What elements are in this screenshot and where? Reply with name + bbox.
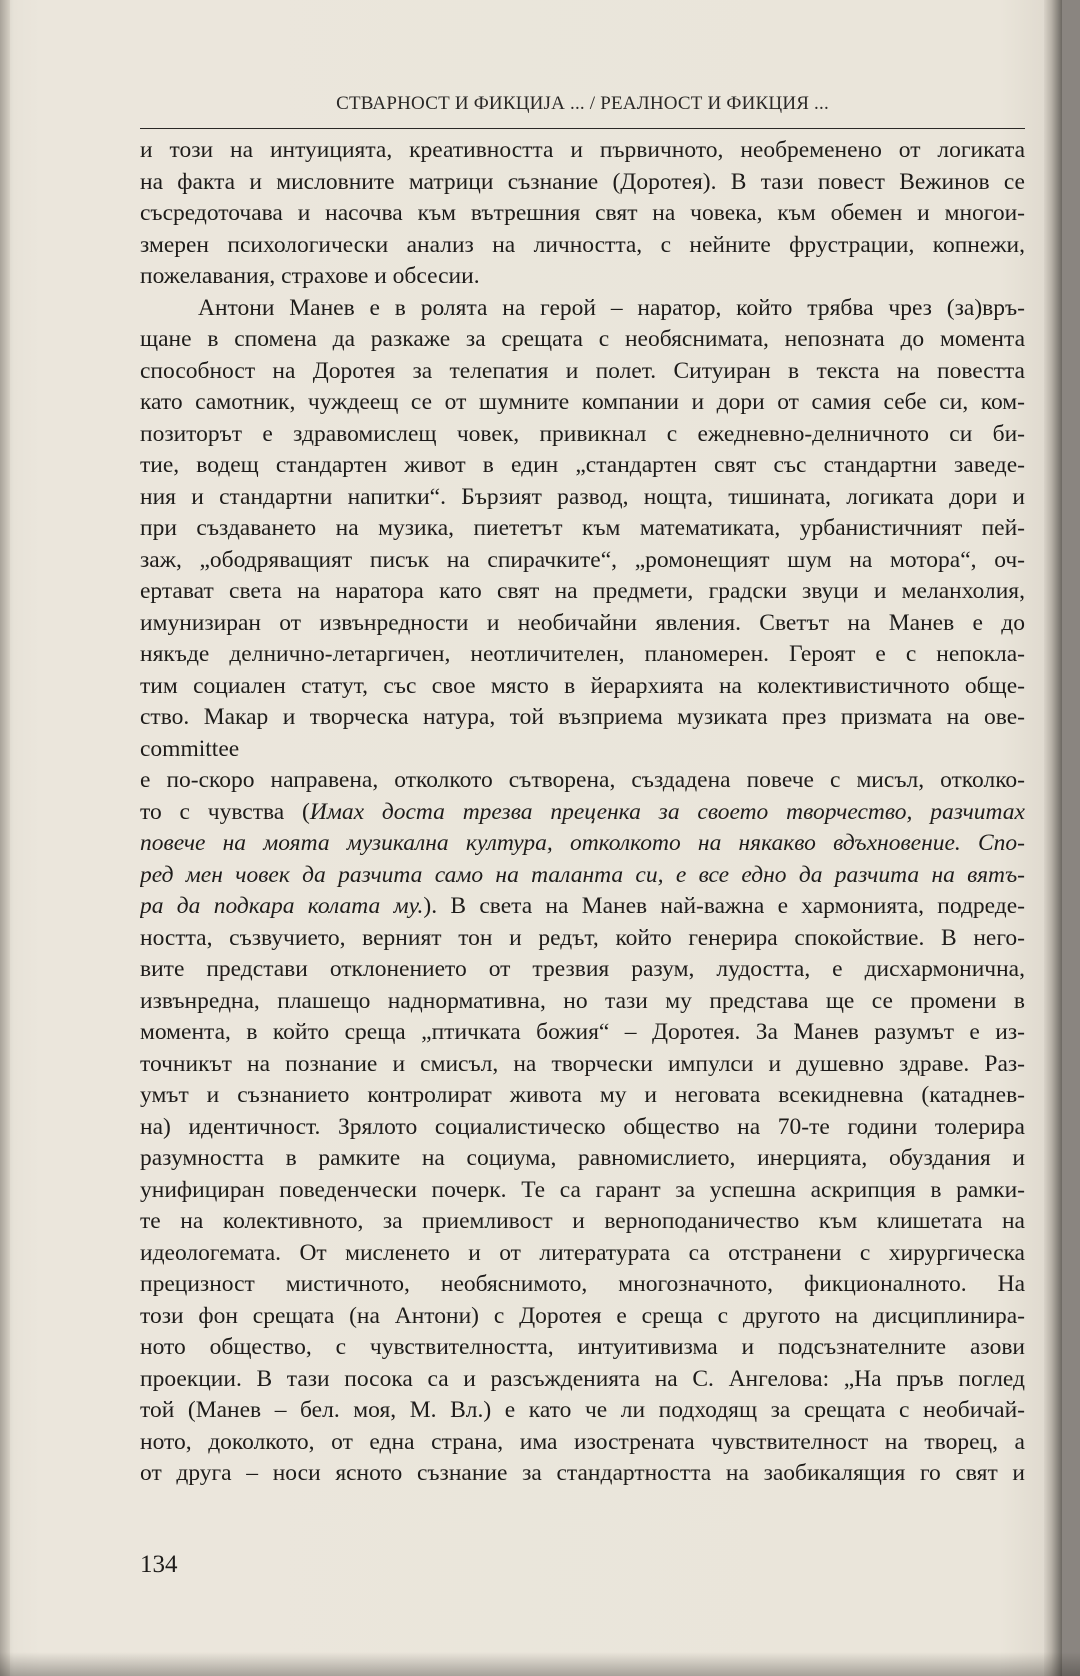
- page-fore-edge: [1044, 0, 1062, 1676]
- text-line: [140, 261, 1025, 293]
- italic-quote-segment: повече на моята музикална култура, отколкото на някакво вдъхновение. Спо-: [140, 830, 1025, 856]
- text-line: [140, 1458, 1025, 1490]
- text-line: [140, 387, 1025, 419]
- text-segment: той (Манев – бел. моя, М. Вл.) е като че ли подходящ за срещата с необичай-: [140, 1397, 1025, 1423]
- text-segment: змерен психологически анализ на личността, с нейните фрустрации, копнежи,: [140, 231, 1025, 258]
- text-line: [140, 1332, 1025, 1364]
- text-segment: Антони Манев е в ролята на герой – наратор, който трябва чрез (за)връ-: [198, 294, 1025, 321]
- running-head: СТВАРНОСТ И ФИКЦИЈА ... / РЕАЛНОСТ И ФИКЦИЯ ...: [336, 93, 829, 114]
- text-line: [140, 1175, 1025, 1207]
- text-segment: идеологемата. От мисленето и от литературата са отстранени с хирургическа: [140, 1239, 1025, 1266]
- text-segment: ). В света на Манев най-важна е хармонията, подреде-: [423, 893, 1025, 919]
- text-line: [140, 734, 1025, 766]
- text-segment: на факта и мисловните матрици съзнание (Доротея). В тази повест Вежинов се: [140, 168, 1025, 195]
- text-line: [140, 1238, 1025, 1270]
- text-line: [140, 860, 1025, 892]
- text-segment: проекции. В тази посока са и разсъжденията на С. Ангелова: „На пръв поглед: [140, 1365, 1025, 1392]
- text-line: [140, 828, 1025, 860]
- text-segment: тим социален статут, със свое място в йерархията на колективистичното обще-: [140, 672, 1025, 699]
- text-line: [140, 324, 1025, 356]
- text-segment: щане в спомена да разкаже за срещата с необяснимата, непозната до момента: [140, 326, 1025, 352]
- text-line: [140, 419, 1025, 451]
- text-line: [140, 135, 1025, 167]
- text-segment: този фон срещата (на Антони) с Доротея е среща с другото на дисциплинира-: [140, 1302, 1025, 1329]
- text-segment: ертават света на наратора като свят на предмети, градски звуци и меланхолия,: [140, 578, 1025, 604]
- text-line: [140, 1206, 1025, 1238]
- text-line: [140, 513, 1025, 545]
- text-segment: ността, съзвучието, верният тон и редът, който генерира спокойствие. В него-: [140, 924, 1025, 951]
- text-segment: тие, водещ стандартен живот в един „стандартен свят със стандартни заведе-: [140, 452, 1025, 478]
- text-line: [140, 986, 1025, 1018]
- scan-bottom-shadow: [0, 1652, 1080, 1676]
- text-line: [140, 639, 1025, 671]
- page-number: 134: [140, 1551, 178, 1578]
- text-line: [140, 1364, 1025, 1396]
- text-line: [140, 167, 1025, 199]
- header-rule: [140, 128, 1025, 129]
- text-segment: като самотник, чуждеещ се от шумните компании и дори от самия себе си, ком-: [140, 389, 1025, 415]
- text-segment: ния и стандартни напитки“. Бързият развод, нощта, тишината, логиката дори и: [140, 483, 1025, 510]
- text-segment: точникът на познание и смисъл, на творчески импулси и душевно здраве. Раз-: [140, 1050, 1025, 1077]
- text-segment: ното общество, с чувствителността, интуитивизма и подсъзнателните азови: [140, 1334, 1025, 1360]
- text-line: [140, 702, 1025, 734]
- text-segment: съсредоточава и насочва към вътрешния свят на човека, към обемен и многои-: [140, 200, 1025, 226]
- text-line: [140, 1017, 1025, 1049]
- text-line: [140, 1112, 1025, 1144]
- text-line: [140, 797, 1025, 829]
- text-segment: при създаването на музика, пиететът към математиката, урбанистичният пей-: [140, 515, 1025, 541]
- text-segment: ство. Макар и творческа натура, той възприема музиката през призмата на ове-: [140, 704, 1025, 730]
- italic-quote-segment: ред мен човек да разчита само на таланта си, е все едно да разчита на вятъ-: [140, 861, 1025, 888]
- text-line: [140, 608, 1025, 640]
- text-segment: извънредна, плашещо наднормативна, но тази му представа ще се промени в: [140, 987, 1025, 1014]
- text-line: [140, 923, 1025, 955]
- text-segment: от друга – носи ясното съзнание за стандартността на заобикалящия го свят и: [140, 1460, 1025, 1486]
- text-segment: имунизиран от извънредности и необичайни явления. Светът на Манев е до: [140, 609, 1025, 636]
- body-text: [140, 135, 1025, 1490]
- text-segment: на) идентичност. Зрялото социалистическо общество на 70-те години толерира: [140, 1113, 1025, 1140]
- text-line: [140, 576, 1025, 608]
- text-segment: унифициран поведенчески почерк. Те са гарант за успешна аскрипция в рамки-: [140, 1176, 1025, 1203]
- text-line: [140, 545, 1025, 577]
- text-line: [140, 482, 1025, 514]
- text-segment: е по-скоро направена, отколкото сътворена, създадена повече с мисъл, отколко-: [140, 767, 1025, 793]
- italic-quote-segment: Имах доста трезва преценка за своето творчество, разчитах: [309, 798, 1025, 825]
- text-segment: те на колективното, за приемливост и верноподаничество към клишетата на: [140, 1208, 1025, 1234]
- text-segment: позиторът е здравомислещ човек, привикнал с ежедневно-делничното си би-: [140, 420, 1025, 447]
- text-segment: committee: [140, 735, 240, 762]
- text-line: [140, 356, 1025, 388]
- text-segment: някъде делнично-летаргичен, неотличителен, планомерен. Героят е с непокла-: [140, 641, 1025, 667]
- text-segment: умът и съзнанието контролират живота му и неговата всекидневна (катаднев-: [140, 1082, 1025, 1108]
- text-segment: разумността в рамките на социума, равномислието, инерцията, обуздания и: [140, 1145, 1025, 1171]
- text-segment: ното, доколкото, от една страна, има изострената чувствителност на творец, а: [140, 1428, 1025, 1455]
- text-segment: момента, в който среща „птичката божия“ – Доротея. За Манев разумът е из-: [140, 1019, 1025, 1045]
- text-segment: заж, „ободряващият писък на спирачките“, „ромонещият шум на мотора“, оч-: [140, 546, 1025, 573]
- text-line: [140, 293, 1025, 325]
- text-segment: и този на интуицията, креативността и първичното, необременено от логиката: [140, 137, 1025, 163]
- text-line: [140, 198, 1025, 230]
- text-line: [140, 1143, 1025, 1175]
- text-segment: вите представи отклонението от трезвия разум, лудостта, е дисхармонична,: [140, 956, 1025, 982]
- italic-quote-segment: ра да подкара колата му.: [140, 893, 424, 919]
- text-line: [140, 891, 1025, 923]
- text-line: [140, 671, 1025, 703]
- text-line: [140, 1427, 1025, 1459]
- text-segment: прецизност мистичното, необяснимото, многозначното, фикционалното. На: [140, 1271, 1025, 1297]
- text-line: [140, 954, 1025, 986]
- text-segment: пожелавания, страхове и обсесии.: [140, 263, 480, 289]
- page-gutter-edge: [0, 0, 10, 1676]
- text-segment: способност на Доротея за телепатия и полет. Ситуиран в текста на повестта: [140, 357, 1025, 384]
- text-segment: то с чувства (: [140, 798, 310, 825]
- text-line: [140, 1080, 1025, 1112]
- text-line: [140, 1301, 1025, 1333]
- text-line: [140, 1395, 1025, 1427]
- text-line: [140, 1269, 1025, 1301]
- text-line: [140, 230, 1025, 262]
- text-line: [140, 1049, 1025, 1081]
- text-line: [140, 450, 1025, 482]
- text-line: [140, 765, 1025, 797]
